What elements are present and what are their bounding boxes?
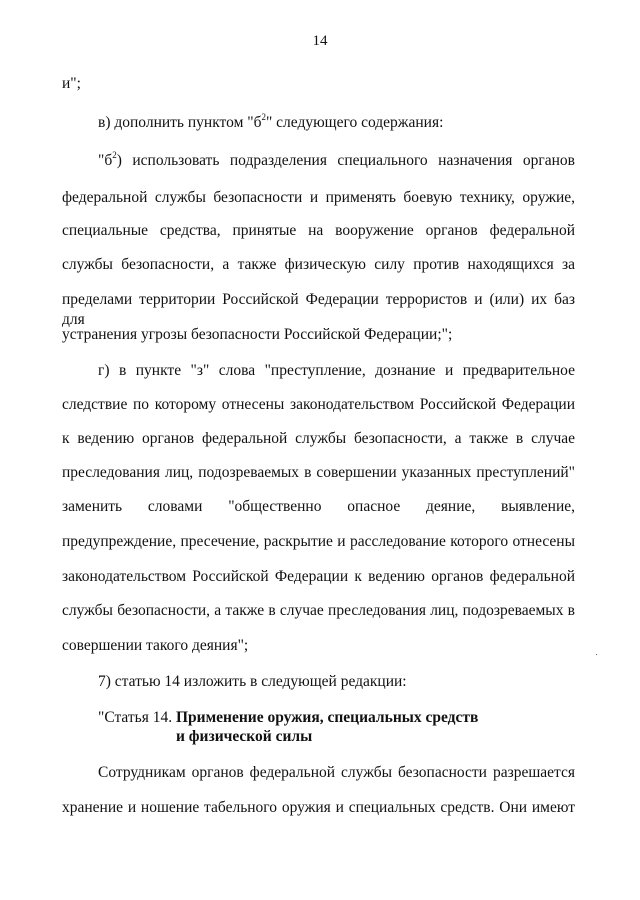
article-label: "Статья 14. [98,709,176,726]
text-line: хранение и ношение табельного оружия и специальных средств. Они имеют [62,799,575,816]
text-line: и"; [62,75,81,92]
paragraph-7-line: 7) статью 14 изложить в следующей редакции: [98,673,407,690]
article-title-continuation: и физической силы [176,728,313,745]
page-number: 14 [312,33,328,49]
text-line: устранения угрозы безопасности Российской Федерации;"; [62,326,453,343]
text-line: федеральной службы безопасности и применять боевую технику, оружие, [62,189,575,206]
paragraph-v-line [98,113,443,133]
text-line: пределами территории Российской Федерации террористов и (или) их баз для [62,291,575,328]
text-fragment: " следующего содержания: [265,114,444,131]
article-heading [98,708,478,728]
text-line: заменить словами "общественно опасное деяние, выявление, [62,498,575,515]
text-line: службы безопасности, а также в случае преследования лиц, подозреваемых в [62,602,575,619]
text-line: специальные средства, принятые на вооружение органов федеральной [62,222,575,239]
text-fragment: "б [98,152,113,169]
superscript: 2 [112,149,117,160]
paragraph-b2-line [98,151,575,171]
text-fragment: в) дополнить пунктом "б [98,114,262,131]
text-line: к ведению органов федеральной службы безопасности, а также в случае [62,430,575,447]
text-fragment: ) использовать подразделения специального назначения органов [116,152,575,169]
text-line: Сотрудникам органов федеральной службы безопасности разрешается [98,764,575,781]
text-line: службы безопасности, а также физическую силу против находящихся за [62,256,575,273]
text-line: совершении такого деяния"; [62,637,249,654]
article-title: Применение оружия, специальных средств [176,709,479,726]
superscript: 2 [261,111,266,122]
text-line: законодательством Российской Федерации к ведению органов федеральной [62,568,575,585]
scan-speck [596,654,597,655]
text-line: следствие по которому отнесены законодательством Российской Федерации [62,396,575,413]
text-line: предупреждение, пресечение, раскрытие и расследование которого отнесены [62,533,575,550]
text-line: преследования лиц, подозреваемых в совершении указанных преступлений" [62,464,575,481]
paragraph-g-line: г) в пункте "з" слова "преступление, дознание и предварительное [98,362,575,379]
